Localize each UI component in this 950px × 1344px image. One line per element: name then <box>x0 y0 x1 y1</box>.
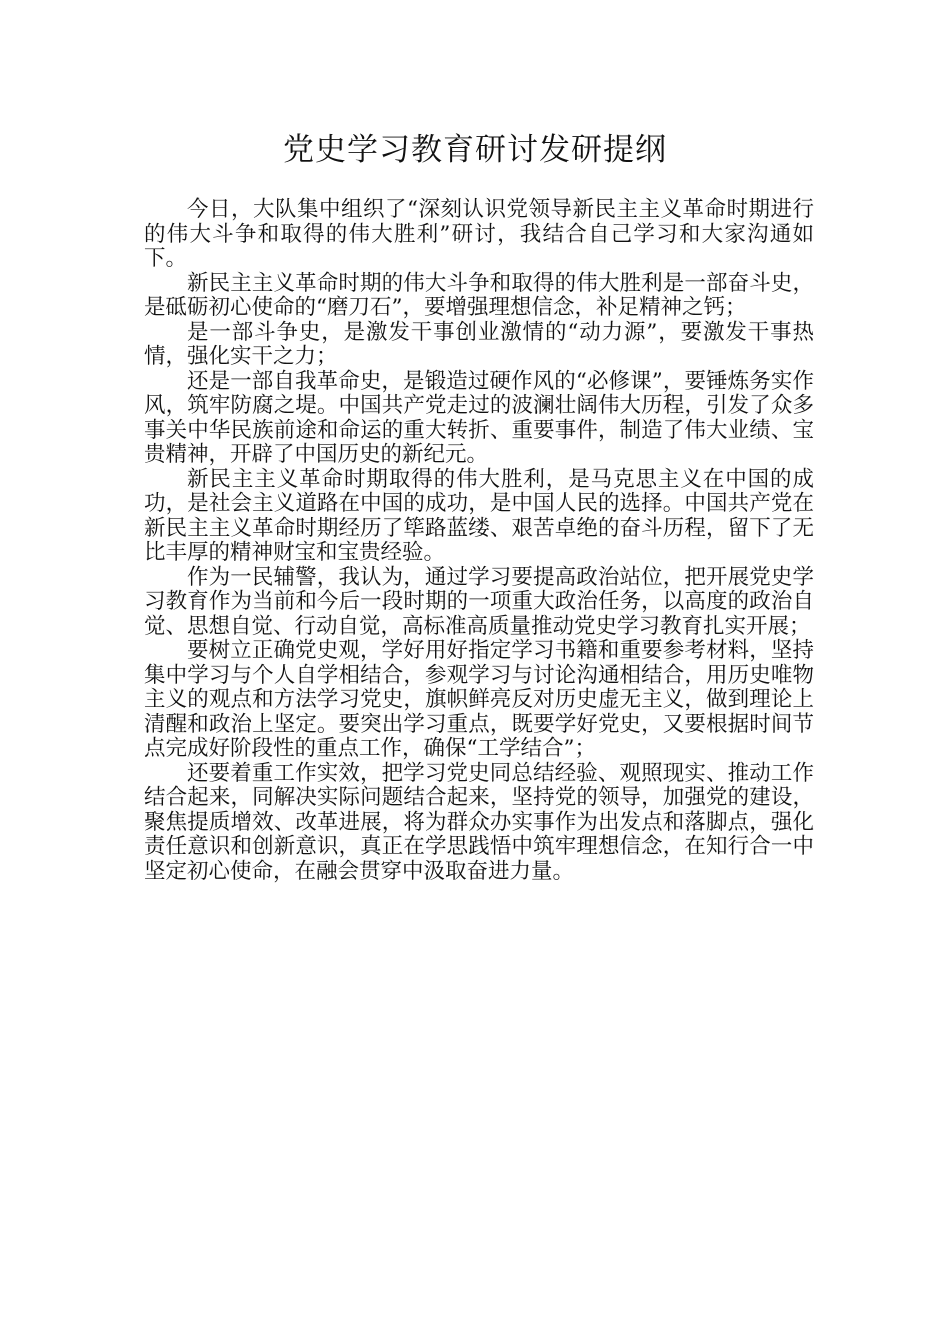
paragraph-5: 新民主主义革命时期取得的伟大胜利，是马克思主义在中国的成功，是社会主义道路在中国的成功，是中国人民的选择。中国共产党在新民主主义革命时期经历了筚路蓝缕、艰苦卓绝的奋斗历程，留下了无比丰厚的精神财宝和宝贵经验。 <box>144 466 814 565</box>
document-body <box>144 198 814 884</box>
paragraph-8: 还要着重工作实效，把学习党史同总结经验、观照现实、推动工作结合起来，同解决实际问题结合起来，坚持党的领导，加强党的建设，聚焦提质增效、改革进展，将为群众办实事作为出发点和落脚点，强化责任意识和创新意识，真正在学思践悟中筑牢理想信念，在知行合一中坚定初心使命，在融会贯穿中汲取奋进力量。 <box>144 760 814 884</box>
paragraph-6: 作为一民辅警，我认为，通过学习要提高政治站位，把开展党史学习教育作为当前和今后一段时期的一项重大政治任务，以高度的政治自觉、思想自觉、行动自觉，高标准高质量推动党史学习教育扎实开展； <box>144 564 814 639</box>
document-title: 党史学习教育研讨发研提纲 <box>283 132 667 168</box>
paragraph-1: 今日，大队集中组织了“深刻认识党领导新民主主义革命时期进行的伟大斗争和取得的伟大胜利”研讨，我结合自己学习和大家沟通如下。 <box>144 197 814 271</box>
paragraph-4: 还是一部自我革命史，是锻造过硬作风的“必修课”，要锤炼务实作风，筑牢防腐之堤。中国共产党走过的波澜壮阔伟大历程，引发了众多事关中华民族前途和命运的重大转折、重要事件，制造了伟大业绩、宝贵精神，开辟了中国历史的新纪元。 <box>144 368 814 467</box>
paragraph-7: 要树立正确党史观，学好用好指定学习书籍和重要参考材料，坚持集中学习与个人自学相结合，参观学习与讨论沟通相结合，用历史唯物主义的观点和方法学习党史，旗帜鲜亮反对历史虚无主义，做到理论上清醒和政治上坚定。要突出学习重点，既要学好党史，又要根据时间节点完成好阶段性的重点工作，确保“工学结合”； <box>144 638 814 761</box>
paragraph-3: 是一部斗争史，是激发干事创业激情的“动力源”，要激发干事热情，强化实干之力； <box>144 319 814 369</box>
paragraph-2: 新民主主义革命时期的伟大斗争和取得的伟大胜利是一部奋斗史，是砥砺初心使命的“磨刀石”，要增强理想信念，补足精神之钙； <box>144 270 814 320</box>
